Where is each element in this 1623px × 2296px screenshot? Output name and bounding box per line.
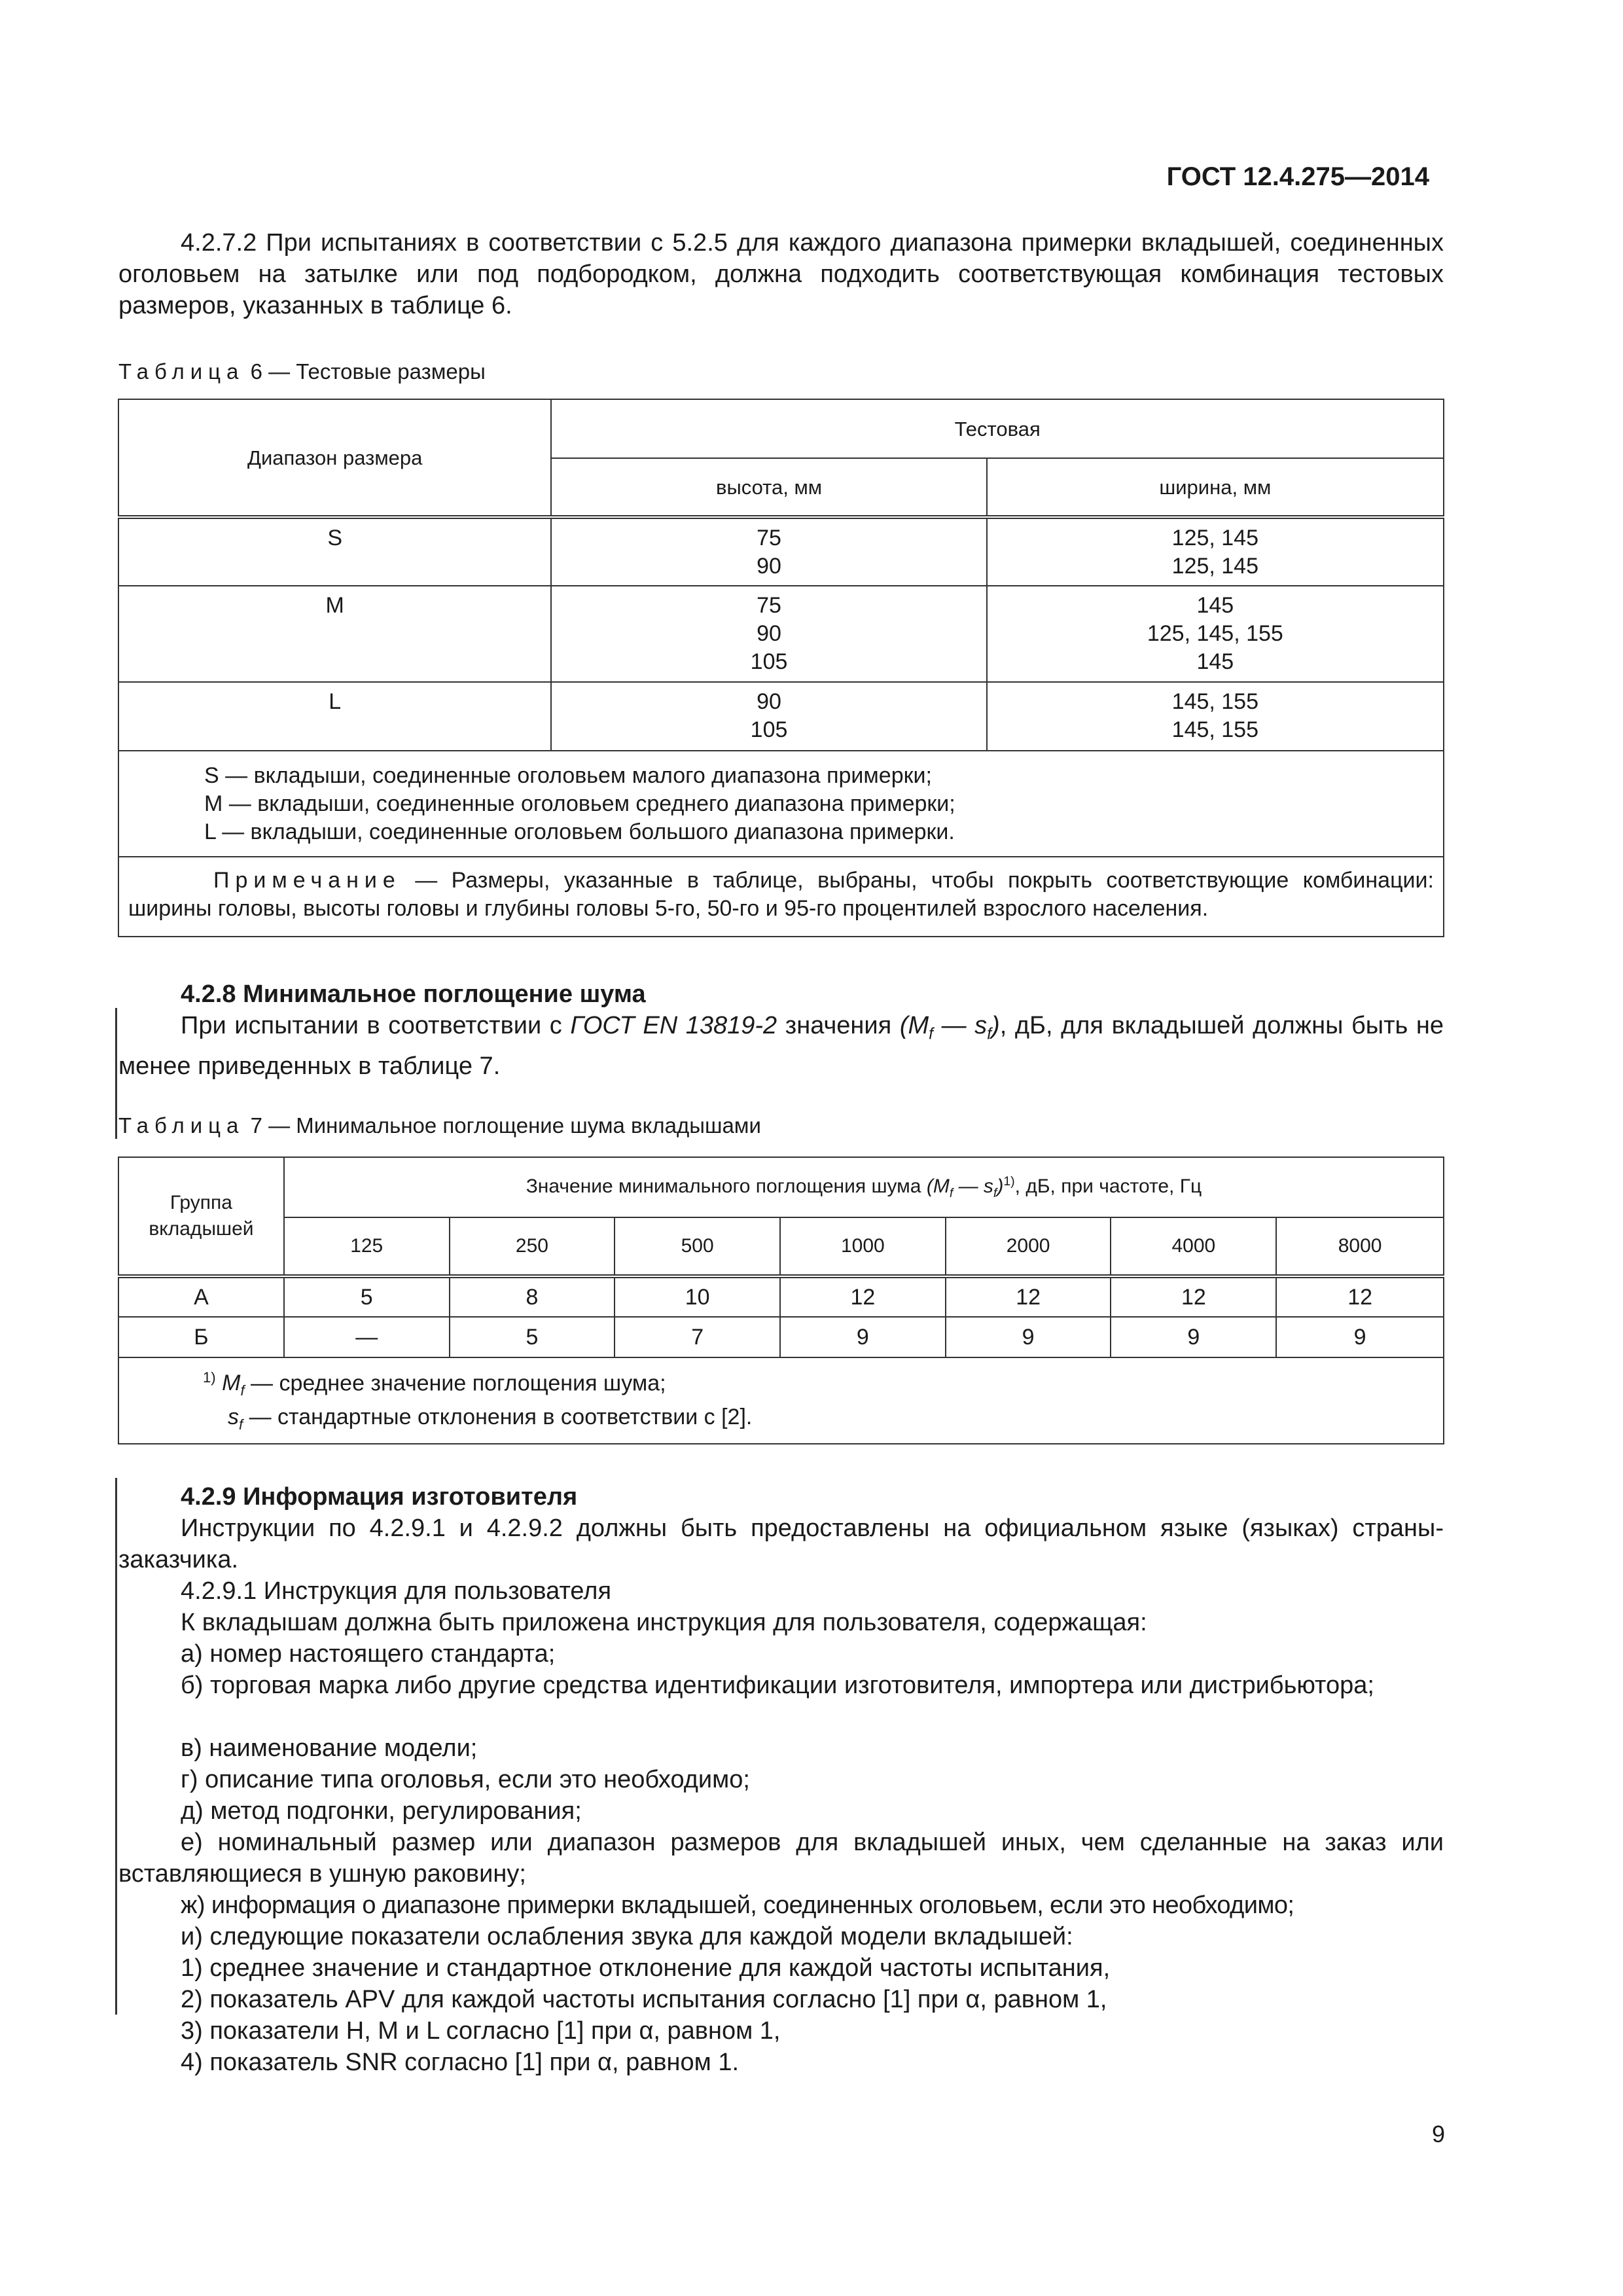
list-item: б) торговая марка либо другие средства идентификации изготовителя, импортера или дистрибьютора;	[181, 1672, 1374, 1699]
change-bar	[115, 1008, 117, 1139]
formula-part: )	[991, 1012, 1000, 1039]
footnote-symbol	[222, 1371, 245, 1399]
list-item: и) следующие показатели ослабления звука для каждой модели вкладышей:	[181, 1923, 1073, 1950]
table-cell: 12	[1276, 1276, 1444, 1317]
table-row	[118, 1317, 1444, 1357]
list-item: е) номинальный размер или диапазон размеров для вкладышей иных, чем сделанные на заказ или вставляющиеся в ушную раковину;	[118, 1829, 1444, 1888]
text: Значение минимального поглощения шума	[526, 1175, 921, 1197]
cell-value: 145	[1196, 649, 1234, 674]
section-4-2-9-intro: Инструкции по 4.2.9.1 и 4.2.9.2 должны быть предоставлены на официальном языке (языках) страны-заказчика.	[118, 1515, 1444, 1573]
cell-value: 125, 145	[1171, 554, 1259, 579]
standard-reference: ГОСТ EN 13819-2	[570, 1012, 777, 1039]
legend-line: S — вкладыши, соединенные оголовьем малого диапазона примерки;	[204, 763, 932, 788]
table7-caption-word: Таблица	[118, 1113, 245, 1138]
table7-freq-500: 500	[615, 1217, 780, 1276]
table7	[118, 1157, 1444, 1444]
table6-legend	[118, 751, 1444, 857]
table7-caption-text: 7 — Минимальное поглощение шума вкладышами	[250, 1113, 761, 1138]
table7-freq-8000: 8000	[1276, 1217, 1444, 1276]
table-cell: 12	[780, 1276, 946, 1317]
cell-value: 145, 155	[1171, 689, 1259, 714]
cell-value: 125, 145, 155	[1147, 621, 1283, 646]
list-item: г) описание типа оголовья, если это необходимо;	[181, 1766, 750, 1793]
table-cell: 5	[284, 1276, 450, 1317]
table6-widths-s	[987, 517, 1444, 586]
formula-sub: f	[929, 1025, 933, 1043]
table-row	[118, 1276, 1444, 1317]
document-code: ГОСТ 12.4.275—2014	[1166, 162, 1429, 191]
note-label: Примечание	[213, 868, 401, 893]
table6-header-range: Диапазон размера	[118, 399, 551, 517]
table-row	[118, 517, 1444, 586]
list-item: 4) показатель SNR согласно [1] при α, равном 1.	[181, 2049, 740, 2076]
formula-sub: f	[993, 1186, 997, 1200]
footnote-text: — стандартные отклонения в соответствии с [2].	[249, 1405, 753, 1430]
formula-sub: f	[949, 1186, 954, 1200]
table7-group-b: Б	[118, 1317, 284, 1357]
footnote-line	[203, 1365, 1435, 1404]
table7-freq-250: 250	[450, 1217, 615, 1276]
formula-part: — s	[953, 1175, 993, 1197]
list-item: 1) среднее значение и стандартное отклонение для каждой частоты испытания,	[181, 1954, 1111, 1982]
table7-freq-125: 125	[284, 1217, 450, 1276]
table7-freq-1000: 1000	[780, 1217, 946, 1276]
formula	[899, 1012, 1000, 1043]
table-cell: 12	[1111, 1276, 1276, 1317]
table-cell: 12	[946, 1276, 1111, 1317]
cell-value: 75	[757, 526, 781, 550]
table6-size-m: M	[118, 586, 551, 682]
table6-caption	[118, 359, 486, 385]
table-cell: 9	[1276, 1317, 1444, 1357]
section-4-2-8-heading: 4.2.8 Минимальное поглощение шума	[181, 980, 646, 1008]
table6-size-l: L	[118, 682, 551, 751]
table-cell: 9	[1111, 1317, 1276, 1357]
table-cell: 9	[780, 1317, 946, 1357]
formula-sub: f	[987, 1025, 992, 1043]
section-4-2-9-heading: 4.2.9 Информация изготовителя	[181, 1483, 578, 1511]
formula-part: (M	[926, 1175, 950, 1197]
table-cell: 8	[450, 1276, 615, 1317]
formula	[926, 1175, 1004, 1200]
table6-caption-text: 6 — Тестовые размеры	[250, 359, 486, 384]
cell-value: 105	[750, 649, 788, 674]
formula-part: — s	[933, 1012, 988, 1039]
footnote-text: — среднее значение поглощения шума;	[251, 1371, 666, 1396]
symbol: M	[222, 1371, 241, 1396]
table6-heights-s	[551, 517, 986, 586]
symbol: s	[228, 1405, 239, 1430]
cell-value: 75	[757, 593, 781, 618]
section-4-2-8-text	[118, 1010, 1444, 1082]
table-cell: 7	[615, 1317, 780, 1357]
text: При испытании в соответствии с	[181, 1012, 562, 1039]
list-item: д) метод подгонки, регулирования;	[181, 1797, 582, 1825]
table-cell: 9	[946, 1317, 1111, 1357]
list-item: 3) показатели H, M и L согласно [1] при α, равном 1,	[181, 2017, 781, 2045]
text: , дБ, при частоте, Гц	[1014, 1175, 1202, 1197]
table7-freq-2000: 2000	[946, 1217, 1111, 1276]
table-cell: —	[284, 1317, 450, 1357]
list-item: 2) показатель APV для каждой частоты испытания согласно [1] при α, равном 1,	[181, 1986, 1107, 2013]
legend-line: L — вкладыши, соединенные оголовьем большого диапазона примерки.	[204, 819, 955, 844]
footnote-mark: 1)	[203, 1369, 216, 1386]
table6-size-s: S	[118, 517, 551, 586]
cell-value: 90	[757, 689, 781, 714]
footnote-line	[203, 1404, 1435, 1438]
list-item: в) наименование модели;	[181, 1734, 478, 1762]
symbol-sub: f	[240, 1382, 245, 1399]
footnote-ref: 1)	[1003, 1174, 1015, 1189]
text: , дБ, для вкладышей должны быть не менее приведенных в таблице 7.	[118, 1012, 1444, 1080]
cell-value: 90	[757, 621, 781, 646]
page-number: 9	[1431, 2121, 1445, 2147]
cell-value: 105	[750, 717, 788, 742]
table-cell: 5	[450, 1317, 615, 1357]
table6-heights-l	[551, 682, 986, 751]
table-cell: 10	[615, 1276, 780, 1317]
section-4-2-9-1-lead: К вкладышам должна быть приложена инструкция для пользователя, содержащая:	[181, 1609, 1147, 1636]
cell-value: 90	[757, 554, 781, 579]
legend-line: M — вкладыши, соединенные оголовьем среднего диапазона примерки;	[204, 791, 955, 816]
table6-header-height: высота, мм	[551, 458, 986, 517]
table7-header-value	[284, 1157, 1444, 1217]
table7-freq-4000: 4000	[1111, 1217, 1276, 1276]
cell-value: 145	[1196, 593, 1234, 618]
table7-caption	[118, 1113, 761, 1139]
table7-header-group: Группа вкладышей	[118, 1157, 284, 1276]
section-4-2-9-1-heading: 4.2.9.1 Инструкция для пользователя	[181, 1577, 612, 1605]
table6-widths-m	[987, 586, 1444, 682]
table6-caption-word: Таблица	[118, 359, 245, 384]
list-item: а) номер настоящего стандарта;	[181, 1640, 556, 1668]
footnote-symbol	[228, 1405, 243, 1433]
text: значения	[785, 1012, 892, 1039]
table6	[118, 399, 1444, 937]
cell-value: 125, 145	[1171, 526, 1259, 550]
table-row	[118, 586, 1444, 682]
symbol-sub: f	[239, 1416, 243, 1433]
table6-heights-m	[551, 586, 986, 682]
table6-widths-l	[987, 682, 1444, 751]
formula-part: (M	[899, 1012, 929, 1039]
table6-header-test: Тестовая	[551, 399, 1444, 458]
note-text: — Размеры, указанные в таблице, выбраны, чтобы покрыть соответствующие комбинации: ширины головы, высоты головы и глубины головы 5-го, 50-го и 95-го процентилей взрослого населения.	[128, 868, 1434, 921]
formula-part: )	[997, 1175, 1004, 1197]
table-row	[118, 682, 1444, 751]
paragraph-4-2-7-2: 4.2.7.2 При испытаниях в соответствии с 5.2.5 для каждого диапазона примерки вкладышей, соединенных оголовьем на затылке или под подбородком, должна подходить соответствующая комбинация тестовых размеров, указанных в таблице 6.	[118, 229, 1444, 319]
cell-value: 145, 155	[1171, 717, 1259, 742]
table6-note	[118, 857, 1444, 937]
change-bar	[115, 1478, 117, 2015]
list-item: ж) информация о диапазоне примерки вкладышей, соединенных оголовьем, если это необходимо;	[181, 1892, 1294, 1919]
table7-footnote	[118, 1357, 1444, 1444]
table6-header-width: ширина, мм	[987, 458, 1444, 517]
table7-group-a: А	[118, 1276, 284, 1317]
